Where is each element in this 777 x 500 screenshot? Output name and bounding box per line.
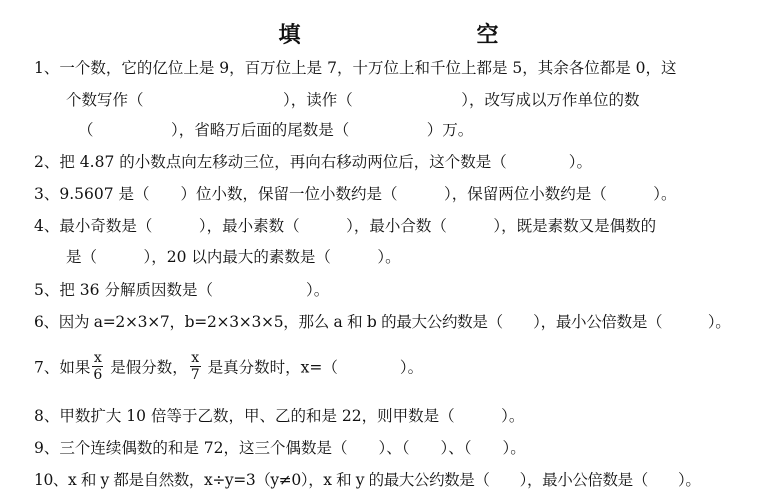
question-9: 9、三个连续偶数的和是 72，这三个偶数是（ ）、（ ）、（ ）。 xyxy=(34,439,526,457)
question-6: 6、因为 a=2×3×7，b=2×3×3×5，那么 a 和 b 的最大公约数是（ ），最小公倍数是（ ）。 xyxy=(34,313,731,331)
question-7 xyxy=(34,352,423,385)
question-2: 2、把 4.87 的小数点向左移动三位，再向右移动两位后，这个数是（ ）。 xyxy=(34,153,592,171)
question-4-line-1: 4、最小奇数是（ ），最小素数（ ），最小合数（ ），既是素数又是偶数的 xyxy=(34,217,657,235)
fraction-denominator: 6 xyxy=(93,367,103,383)
question-5: 5、把 36 分解质因数是（ ）。 xyxy=(34,281,330,299)
question-7-middle: 是假分数， xyxy=(110,358,188,377)
fraction-x-over-7 xyxy=(190,350,201,383)
fraction-x-over-6 xyxy=(92,350,103,383)
fraction-numerator: x xyxy=(93,350,102,366)
question-8: 8、甲数扩大 10 倍等于乙数，甲、乙的和是 22，则甲数是（ ）。 xyxy=(34,407,525,425)
page-title: 填 空 xyxy=(278,23,543,48)
question-3: 3、9.5607 是（ ）位小数，保留一位小数约是（ ），保留两位小数约是（ ）。 xyxy=(34,185,677,203)
question-1-line-2: 个数写作（ ），读作（ ），改写成以万作单位的数 xyxy=(66,91,640,109)
fraction-numerator: x xyxy=(191,350,200,366)
question-7-prefix: 7、如果 xyxy=(34,358,91,377)
question-7-suffix: 是真分数时，x=（ ）。 xyxy=(207,358,424,377)
question-4-line-2: 是（ ），20 以内最大的素数是（ ）。 xyxy=(66,248,401,266)
fraction-denominator: 7 xyxy=(190,367,200,383)
question-10: 10、x 和 y 都是自然数，x÷y=3（y≠0），x 和 y 的最大公约数是（ ），最小公倍数是（ ）。 xyxy=(34,471,701,489)
question-1-line-1: 1、一个数，它的亿位上是 9，百万位上是 7，十万位上和千位上都是 5，其余各位都是 0，这 xyxy=(34,59,677,77)
question-1-line-3: （ ），省略万后面的尾数是（ ）万。 xyxy=(78,121,474,139)
